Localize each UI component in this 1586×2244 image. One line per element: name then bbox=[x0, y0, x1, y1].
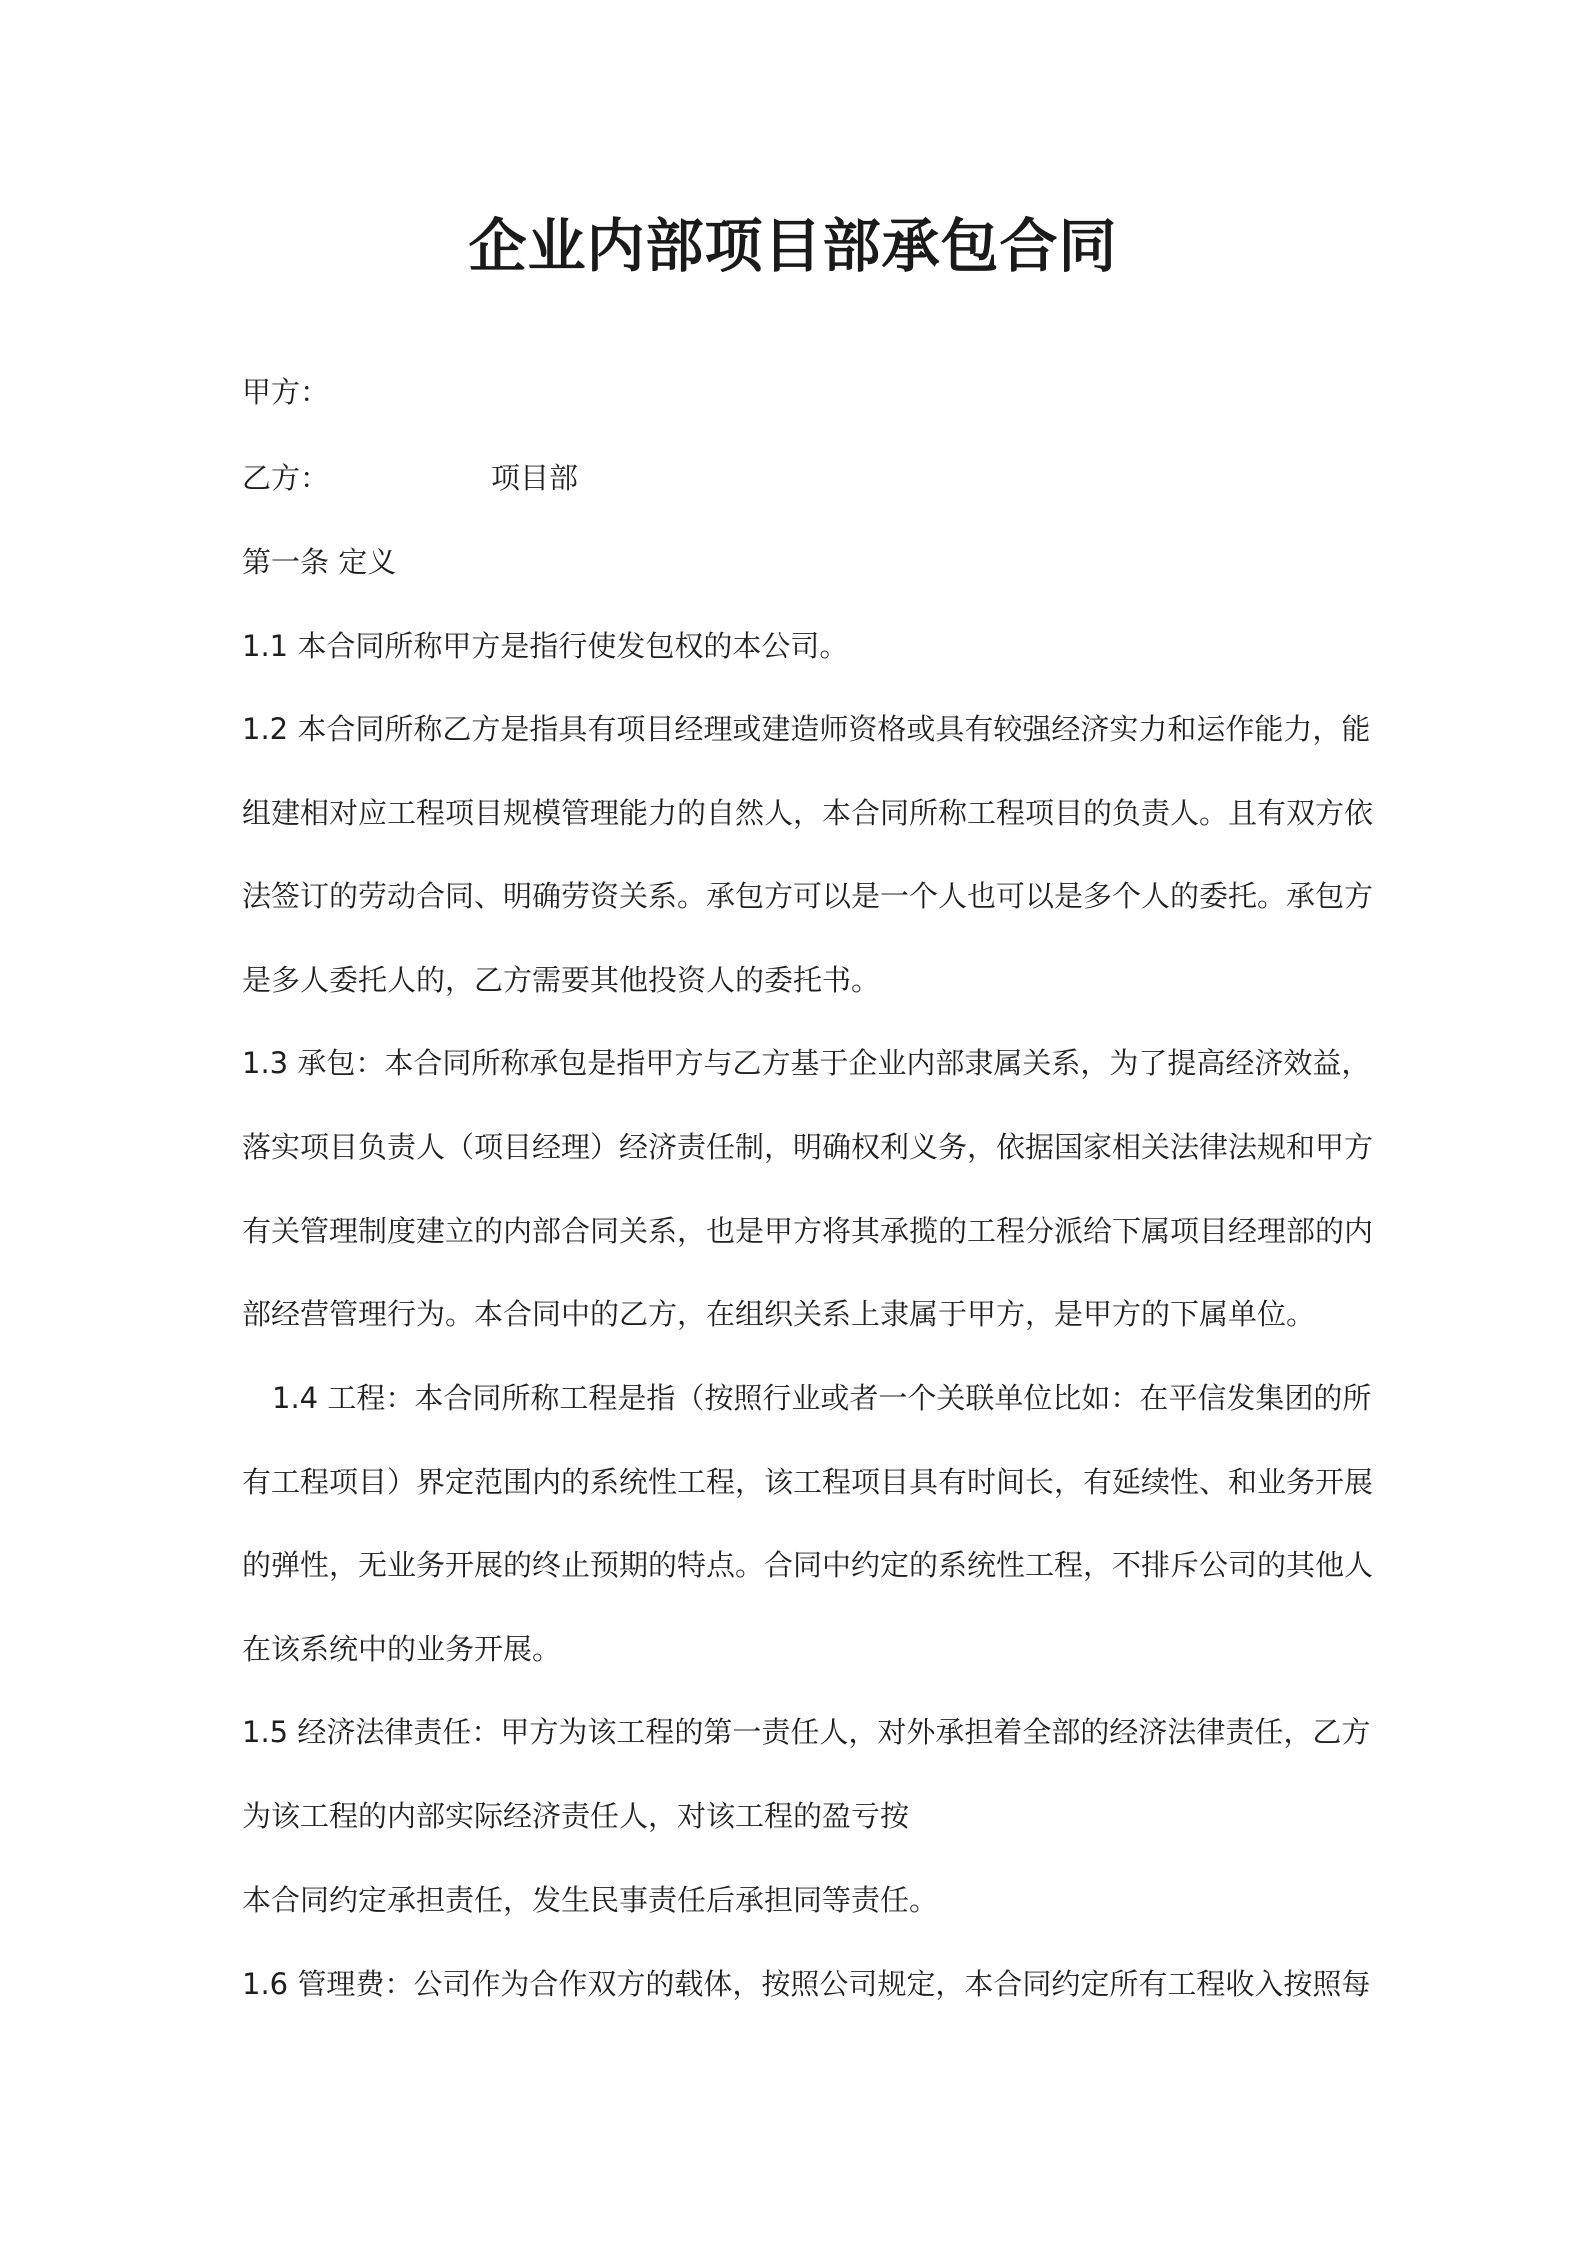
clause-1-4-line-4: 在该系统中的业务开展。 bbox=[242, 1632, 562, 1666]
clause-1-5-line-3: 本合同约定承担责任，发生民事责任后承担同等责任。 bbox=[242, 1883, 939, 1917]
clause-1-6-line-1: 1.6 管理费：公司作为合作双方的载体，按照公司规定，本合同约定所有工程收入按照每 bbox=[242, 1967, 1371, 2001]
clause-1-3-line-4: 部经营管理行为。本合同中的乙方，在组织关系上隶属于甲方，是甲方的下属单位。 bbox=[242, 1297, 1316, 1331]
clause-1-2-line-2: 组建相对应工程项目规模管理能力的自然人，本合同所称工程项目的负责人。且有双方依 bbox=[242, 796, 1374, 830]
clause-1-3-line-1: 1.3 承包：本合同所称承包是指甲方与乙方基于企业内部隶属关系，为了提高经济效益， bbox=[242, 1046, 1371, 1080]
party-b-value: 项目部 bbox=[491, 461, 579, 495]
clause-1-3-line-3: 有关管理制度建立的内部合同关系，也是甲方将其承揽的工程分派给下属项目经理部的内 bbox=[242, 1214, 1374, 1248]
clause-1-2-line-1: 1.2 本合同所称乙方是指具有项目经理或建造师资格或具有较强经济实力和运作能力，能 bbox=[242, 712, 1371, 746]
document-title: 企业内部项目部承包合同 bbox=[468, 212, 1118, 280]
clause-1-5-line-1: 1.5 经济法律责任：甲方为该工程的第一责任人，对外承担着全部的经济法律责任，乙方 bbox=[242, 1715, 1371, 1749]
clause-1-2-line-4: 是多人委托人的，乙方需要其他投资人的委托书。 bbox=[242, 963, 881, 997]
clause-1-4-line-1: 1.4 工程：本合同所称工程是指（按照行业或者一个关联单位比如：在平信发集团的所 bbox=[272, 1381, 1372, 1415]
party-b-line bbox=[242, 458, 578, 498]
clause-1-2-line-3: 法签订的劳动合同、明确劳资关系。承包方可以是一个人也可以是多个人的委托。承包方 bbox=[242, 879, 1374, 913]
clause-1-5-line-2: 为该工程的内部实际经济责任人，对该工程的盈亏按 bbox=[242, 1799, 910, 1833]
clause-1-4-line-2: 有工程项目）界定范围内的系统性工程，该工程项目具有时间长，有延续性、和业务开展 bbox=[242, 1465, 1374, 1499]
clause-1-4-line-3: 的弹性，无业务开展的终止预期的特点。合同中约定的系统性工程，不排斥公司的其他人 bbox=[242, 1548, 1374, 1582]
party-a-label: 甲方： bbox=[242, 375, 330, 409]
party-a-line bbox=[242, 372, 329, 412]
clause-1-3-line-2: 落实项目负责人（项目经理）经济责任制，明确权利义务，依据国家相关法律法规和甲方 bbox=[242, 1130, 1374, 1164]
party-b-label: 乙方： bbox=[242, 461, 330, 495]
section-heading: 第一条 定义 bbox=[242, 545, 397, 579]
clause-1-1: 1.1 本合同所称甲方是指行使发包权的本公司。 bbox=[242, 629, 849, 663]
